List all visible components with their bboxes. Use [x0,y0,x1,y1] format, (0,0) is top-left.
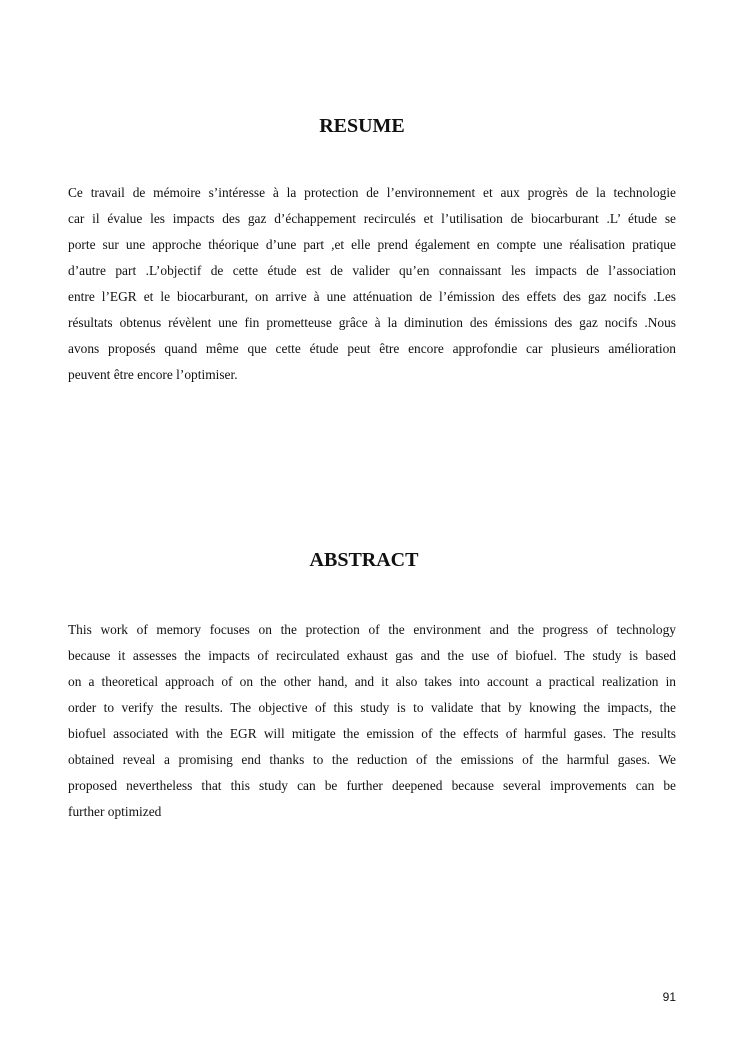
resume-heading: RESUME [319,115,405,137]
abstract-line: This work of memory focuses on the protection of the environment and the progress of technology [68,622,676,637]
resume-paragraph [68,180,676,388]
abstract-line: because it assesses the impacts of recirculated exhaust gas and the use of biofuel. The study is based [68,648,676,663]
resume-line: entre l’EGR et le biocarburant, on arrive à une atténuation de l’émission des effets des gaz nocifs .Les [68,289,676,304]
abstract-paragraph [68,617,676,825]
resume-line: avons proposés quand même que cette étude peut être encore approfondie car plusieurs amélioration [68,341,676,356]
page-number: 91 [662,990,676,1004]
resume-line: résultats obtenus révèlent une fin prometteuse grâce à la diminution des émissions des gaz nocifs .Nous [68,315,676,330]
abstract-line: biofuel associated with the EGR will mitigate the emission of the effects of harmful gases. The results [68,726,676,741]
abstract-line: obtained reveal a promising end thanks to the reduction of the emissions of the harmful gases. We [68,752,676,767]
abstract-line: further optimized [68,804,162,819]
abstract-line: on a theoretical approach of on the other hand, and it also takes into account a practical realization in [68,674,676,689]
resume-line: Ce travail de mémoire s’intéresse à la protection de l’environnement et aux progrès de la technologie [68,185,676,200]
abstract-heading: ABSTRACT [309,549,419,571]
abstract-line: proposed nevertheless that this study can be further deepened because several improvements can be [68,778,676,793]
resume-line: porte sur une approche théorique d’une part ,et elle prend également en compte une réalisation pratique [68,237,676,252]
resume-line: d’autre part .L’objectif de cette étude est de valider qu’en connaissant les impacts de l’association [68,263,676,278]
resume-line: car il évalue les impacts des gaz d’échappement recirculés et l’utilisation de biocarburant .L’ étude se [68,211,676,226]
resume-line: peuvent être encore l’optimiser. [68,367,238,382]
abstract-line: order to verify the results. The objective of this study is to validate that by knowing the impacts, the [68,700,676,715]
